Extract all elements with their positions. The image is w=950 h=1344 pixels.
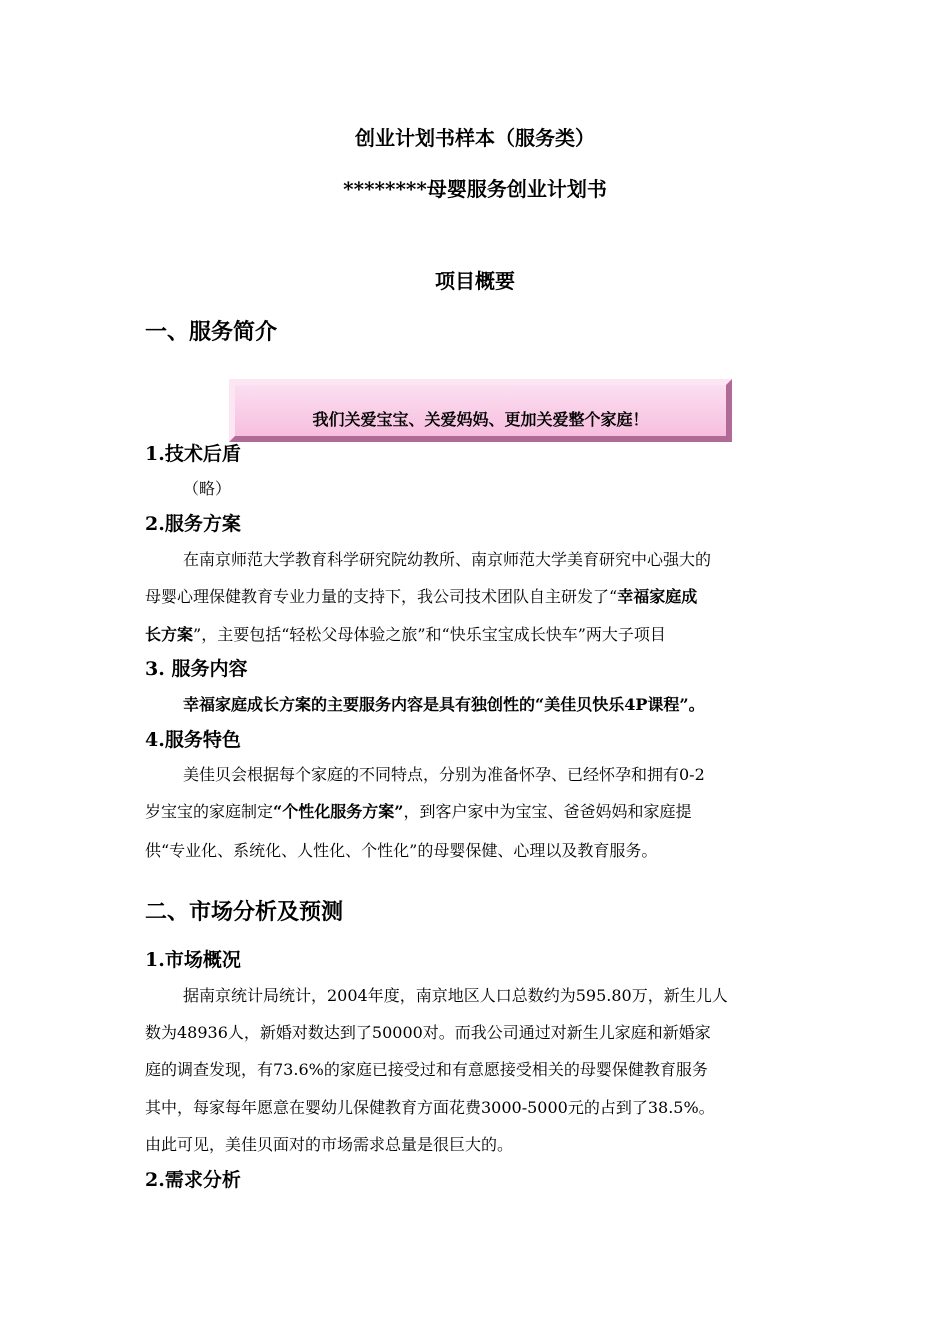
overview-line4: 其中，每家每年愿意在婴幼儿保健教育方面花费3000-5000元的占到了38.5%。 <box>145 1098 715 1117</box>
features-heading: 4.服务特色 <box>145 729 241 751</box>
plan-line3-text: ”，主要包括“轻松父母体验之旅”和“快乐宝宝成长快车”两大子项目 <box>193 625 666 644</box>
overview-line2: 数为48936人，新婚对数达到了50000对。而我公司通过对新生儿家庭和新婚家 <box>145 1023 711 1042</box>
plan-line3-emphasis: 长方案 <box>145 625 194 644</box>
slogan-banner <box>229 379 732 442</box>
overview-line3: 庭的调查发现，有73.6%的家庭已接受过和有意愿接受相关的母婴保健教育服务 <box>145 1060 708 1079</box>
plan-line2-emphasis: 幸福家庭成 <box>617 587 698 606</box>
features-line2b: ，到客户家中为宝宝、爸爸妈妈和家庭提 <box>403 802 692 821</box>
document-subtitle: ********母婴服务创业计划书 <box>343 177 607 201</box>
demand-heading: 2.需求分析 <box>145 1169 241 1191</box>
tech-heading: 1.技术后盾 <box>145 443 241 465</box>
overview-line1: 据南京统计局统计，2004年度，南京地区人口总数约为595.80万，新生儿人 <box>183 986 728 1005</box>
plan-line2 <box>145 584 697 607</box>
document-title: 创业计划书样本（服务类） <box>355 126 595 150</box>
content-text: 幸福家庭成长方案的主要服务内容是具有独创性的“美佳贝快乐4P课程”。 <box>183 695 705 714</box>
tech-text: （略） <box>183 479 232 498</box>
plan-line3 <box>145 622 666 645</box>
features-line1: 美佳贝会根据每个家庭的不同特点，分别为准备怀孕、已经怀孕和拥有0-2 <box>183 765 705 784</box>
features-line2-emphasis: “个性化服务方案” <box>273 802 404 821</box>
summary-heading: 项目概要 <box>435 269 515 293</box>
overview-line5: 由此可见，美佳贝面对的市场需求总量是很巨大的。 <box>145 1135 514 1154</box>
plan-line2-text: 母婴心理保健教育专业力量的支持下，我公司技术团队自主研发了“ <box>145 587 618 606</box>
overview-heading: 1.市场概况 <box>145 949 241 971</box>
plan-line1: 在南京师范大学教育科学研究院幼教所、南京师范大学美育研究中心强大的 <box>183 550 712 569</box>
plan-heading: 2.服务方案 <box>145 513 241 535</box>
content-heading: 3. 服务内容 <box>145 658 248 680</box>
features-line2a: 岁宝宝的家庭制定 <box>145 802 274 821</box>
section1-heading: 一、服务简介 <box>145 319 278 345</box>
features-line2 <box>145 799 691 822</box>
slogan-text: 我们关爱宝宝、关爱妈妈、更加关爱整个家庭！ <box>312 410 649 429</box>
features-line3: 供“专业化、系统化、人性化、个性化”的母婴保健、心理以及教育服务。 <box>145 841 658 860</box>
section2-heading: 二、市场分析及预测 <box>145 899 344 925</box>
